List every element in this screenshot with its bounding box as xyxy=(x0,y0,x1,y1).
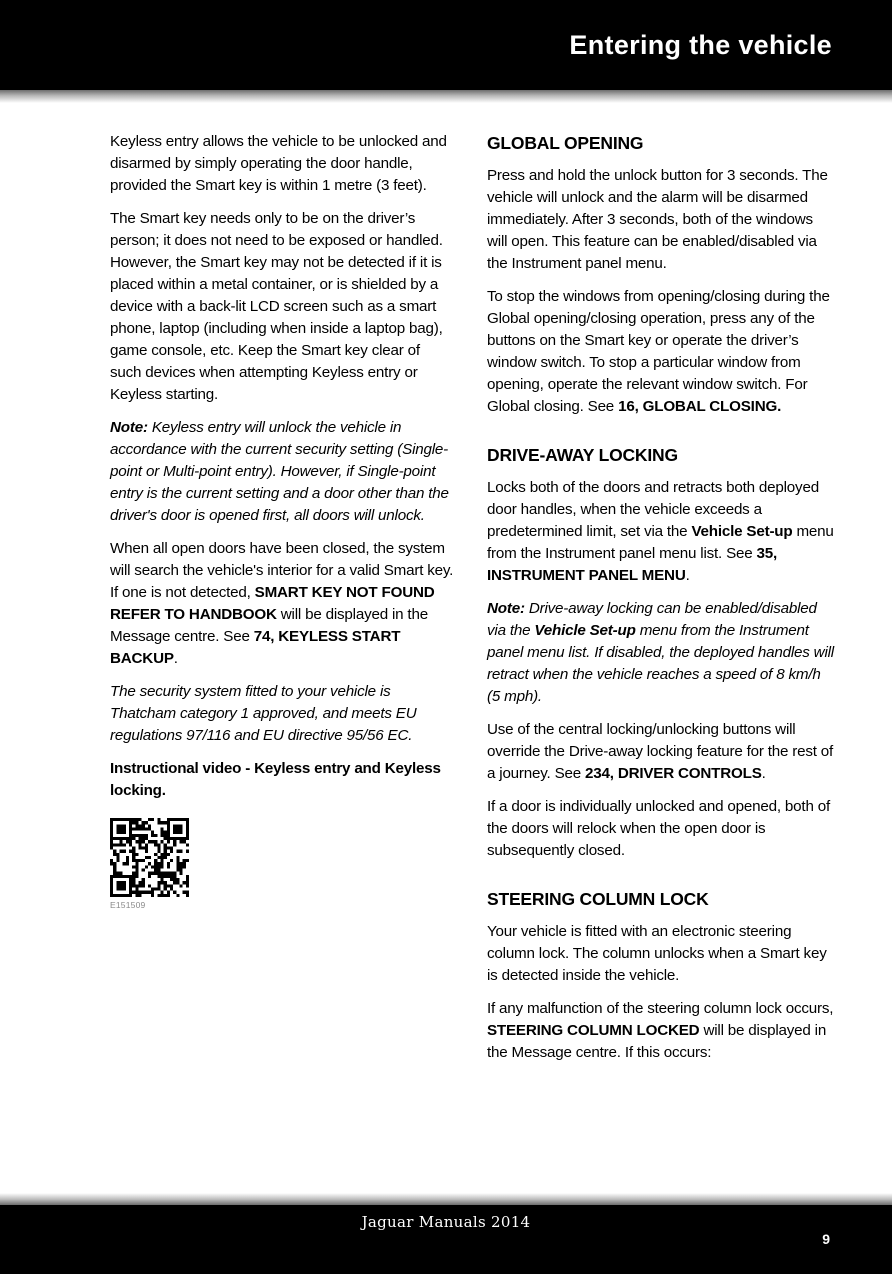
text-run: Press and hold the unlock button for 3 seconds. The vehicle will unlock and the alarm will be disarmed immediately. After 3 seconds, both of the windows will open. This feature can be enabled/disabled via the Instrument panel menu. xyxy=(487,167,828,272)
paragraph xyxy=(487,165,835,275)
text-run: Note: xyxy=(487,600,529,617)
text-run: Instructional video - Keyless entry and Keyless locking xyxy=(110,760,441,799)
right-column xyxy=(487,131,835,1075)
text-run: menu from the Instrument panel menu list. See xyxy=(487,523,834,562)
text-run: . xyxy=(685,567,690,584)
qr-code-block xyxy=(110,818,455,910)
text-run: will be displayed in the Message centre. See xyxy=(110,606,428,645)
text-run: When all open doors have been closed, the system will search the vehicle's interior for a valid Smart key. If one is not detected, xyxy=(110,540,454,601)
text-run: If any malfunction of the steering column lock occurs, xyxy=(487,1000,834,1017)
paragraph xyxy=(487,921,835,987)
paragraph xyxy=(487,477,835,587)
text-run: Drive-away locking can be enabled/disabled via the xyxy=(487,600,817,639)
paragraph xyxy=(487,598,835,708)
paragraph xyxy=(487,998,835,1064)
section-heading: STEERING COLUMN LOCK xyxy=(487,889,709,909)
text-run: . xyxy=(761,765,766,782)
header-gradient-divider xyxy=(0,90,892,103)
left-column xyxy=(110,131,455,1075)
text-run: menu from the Instrument panel menu list. If disabled, the deployed handles will retract when the vehicle reaches a speed of 8 km/h (5 mph). xyxy=(487,622,834,705)
section-heading: DRIVE-AWAY LOCKING xyxy=(487,445,678,465)
page-content xyxy=(110,131,835,1075)
text-run: 74, KEYLESS START BACKUP xyxy=(110,628,401,667)
text-run: Vehicle Set-up xyxy=(691,523,793,540)
text-run: Note: xyxy=(110,419,152,436)
text-run: Vehicle Set-up xyxy=(534,622,636,639)
qr-code xyxy=(110,818,189,897)
text-run: To stop the windows from opening/closing during the Global opening/closing operation, press any of the buttons on the Smart key or operate the driver’s window switch. To stop a particular window from opening, operate the relevant window switch. For Global closing. See xyxy=(487,288,830,415)
text-run: Keyless entry will unlock the vehicle in accordance with the current security setting (Single-point or Multi-point entry). However, if Single-point entry is the current setting and a door other than the driver's door is opened first, all doors will unlock. xyxy=(110,419,449,524)
text-run: Use of the central locking/unlocking buttons will override the Drive-away locking feature for the rest of a journey. See xyxy=(487,721,834,782)
paragraph xyxy=(110,758,455,802)
paragraph xyxy=(110,681,455,747)
qr-code-label: E151509 xyxy=(110,900,146,910)
text-run: 35, INSTRUMENT PANEL MENU xyxy=(487,545,778,584)
footer-manual-title: Jaguar Manuals 2014 xyxy=(361,1213,531,1231)
paragraph xyxy=(110,417,455,527)
page-number: 9 xyxy=(822,1231,830,1247)
paragraph xyxy=(487,796,835,862)
paragraph xyxy=(110,208,455,406)
text-run: 234, DRIVER CONTROLS xyxy=(585,765,762,782)
text-run: . xyxy=(161,782,166,799)
text-run: The security system fitted to your vehicle is Thatcham category 1 approved, and meets EU regulations 97/116 and EU directive 95/56 EC. xyxy=(110,683,417,744)
paragraph xyxy=(110,538,455,670)
text-run: 16, GLOBAL CLOSING. xyxy=(618,398,782,415)
text-run: Your vehicle is fitted with an electronic steering column lock. The column unlocks when a Smart key is detected inside the vehicle. xyxy=(487,923,827,984)
footer-gradient-divider xyxy=(0,1193,892,1205)
text-run: Locks both of the doors and retracts both deployed door handles, when the vehicle exceeds a predetermined limit, set via the xyxy=(487,479,819,540)
text-run: . xyxy=(173,650,178,667)
text-run: SMART KEY NOT FOUND REFER TO HANDBOOK xyxy=(110,584,435,623)
text-run: Keyless entry allows the vehicle to be unlocked and disarmed by simply operating the door handle, provided the Smart key is within 1 metre (3 feet). xyxy=(110,133,447,194)
text-run: will be displayed in the Message centre. If this occurs: xyxy=(487,1022,827,1061)
page-title: Entering the vehicle xyxy=(569,29,832,60)
page-header xyxy=(0,0,892,90)
text-run: The Smart key needs only to be on the driver’s person; it does not need to be exposed or handled. However, the Smart key may not be detected if it is placed within a metal container, or is shielded by a device with a back-lit LCD screen such as a smart phone, laptop (including when inside a laptop bag), game console, etc. Keep the Smart key clear of such devices when attempting Keyless entry or Keyless starting. xyxy=(110,210,443,403)
paragraph xyxy=(487,286,835,418)
text-run: If a door is individually unlocked and opened, both of the doors will relock when the open door is subsequently closed. xyxy=(487,798,830,859)
paragraph xyxy=(487,719,835,785)
section-heading: GLOBAL OPENING xyxy=(487,133,644,153)
page-footer xyxy=(0,1205,892,1274)
text-run: STEERING COLUMN LOCKED xyxy=(487,1022,700,1039)
paragraph xyxy=(110,131,455,197)
